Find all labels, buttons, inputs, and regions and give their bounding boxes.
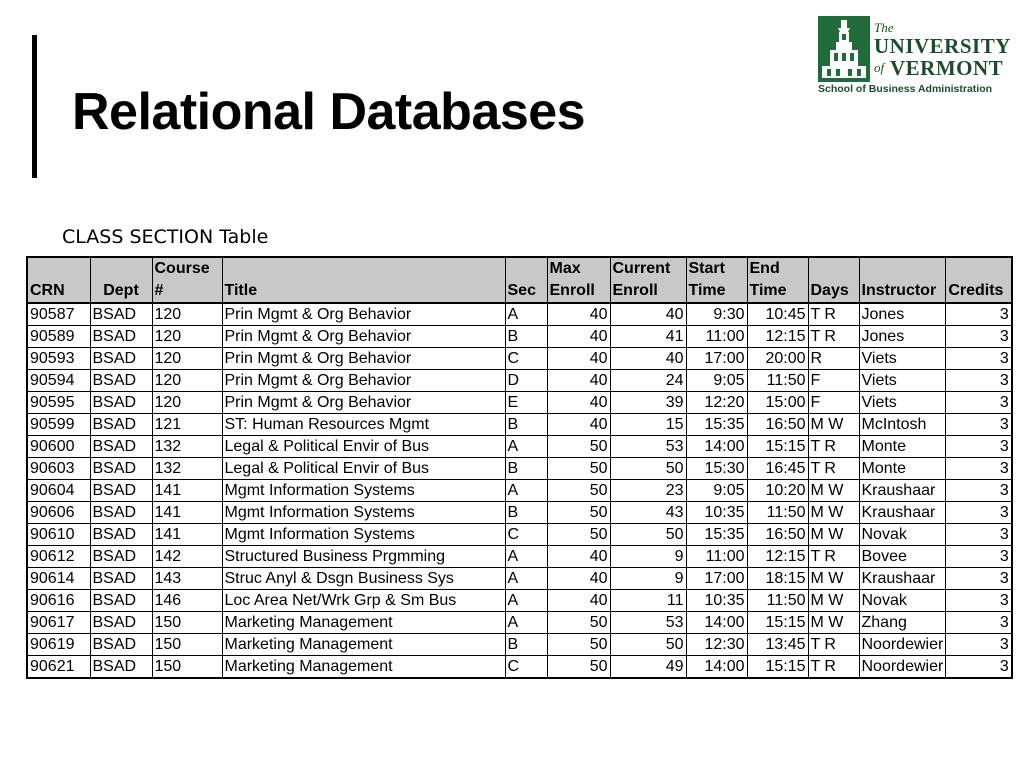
table-caption: CLASS SECTION Table xyxy=(62,226,269,248)
logo-text-the: The xyxy=(874,20,894,35)
cell-dept: BSAD xyxy=(90,436,152,458)
cell-current-enroll: 50 xyxy=(610,458,686,480)
cell-credits: 3 xyxy=(946,303,1012,326)
cell-credits: 3 xyxy=(946,326,1012,348)
table-row xyxy=(27,458,1012,480)
table-row xyxy=(27,502,1012,524)
cell-days: M W xyxy=(808,480,859,502)
cell-days: F xyxy=(808,392,859,414)
cell-course: 121 xyxy=(152,414,222,436)
cell-end-time: 18:15 xyxy=(747,568,808,590)
cell-sec: B xyxy=(505,414,547,436)
cell-current-enroll: 39 xyxy=(610,392,686,414)
cell-instructor: Viets xyxy=(859,348,946,370)
cell-end-time: 16:45 xyxy=(747,458,808,480)
cell-start-time: 15:30 xyxy=(686,458,747,480)
cell-days: M W xyxy=(808,524,859,546)
table-row xyxy=(27,480,1012,502)
cell-credits: 3 xyxy=(946,612,1012,634)
cell-course: 132 xyxy=(152,458,222,480)
cell-dept: BSAD xyxy=(90,502,152,524)
cell-end-time: 12:15 xyxy=(747,546,808,568)
cell-title: Structured Business Prgmming xyxy=(222,546,505,568)
cell-current-enroll: 53 xyxy=(610,612,686,634)
cell-max-enroll: 40 xyxy=(547,303,610,326)
class-section-table xyxy=(26,256,1013,679)
cell-crn: 90604 xyxy=(27,480,90,502)
cell-max-enroll: 50 xyxy=(547,524,610,546)
cell-dept: BSAD xyxy=(90,303,152,326)
cell-instructor: Jones xyxy=(859,326,946,348)
title-accent-bar xyxy=(32,35,37,178)
header-title: Title xyxy=(222,257,505,303)
cell-course: 150 xyxy=(152,634,222,656)
cell-title: Struc Anyl & Dsgn Business Sys xyxy=(222,568,505,590)
cell-credits: 3 xyxy=(946,524,1012,546)
building-tower-icon xyxy=(818,16,870,82)
cell-start-time: 10:35 xyxy=(686,502,747,524)
cell-instructor: Monte xyxy=(859,458,946,480)
cell-course: 141 xyxy=(152,480,222,502)
cell-course: 120 xyxy=(152,370,222,392)
cell-dept: BSAD xyxy=(90,656,152,679)
cell-start-time: 9:05 xyxy=(686,370,747,392)
cell-crn: 90612 xyxy=(27,546,90,568)
cell-crn: 90595 xyxy=(27,392,90,414)
cell-instructor: Novak xyxy=(859,524,946,546)
header-instructor: Instructor xyxy=(859,257,946,303)
cell-current-enroll: 40 xyxy=(610,303,686,326)
cell-title: Mgmt Information Systems xyxy=(222,524,505,546)
table-row xyxy=(27,568,1012,590)
cell-days: T R xyxy=(808,436,859,458)
cell-course: 120 xyxy=(152,326,222,348)
cell-end-time: 11:50 xyxy=(747,502,808,524)
table-row xyxy=(27,524,1012,546)
cell-end-time: 20:00 xyxy=(747,348,808,370)
cell-credits: 3 xyxy=(946,370,1012,392)
cell-days: M W xyxy=(808,568,859,590)
cell-current-enroll: 49 xyxy=(610,656,686,679)
cell-title: Marketing Management xyxy=(222,634,505,656)
cell-instructor: Zhang xyxy=(859,612,946,634)
cell-instructor: Noordewier xyxy=(859,634,946,656)
cell-instructor: Viets xyxy=(859,392,946,414)
cell-instructor: Bovee xyxy=(859,546,946,568)
cell-instructor: Jones xyxy=(859,303,946,326)
cell-end-time: 11:50 xyxy=(747,370,808,392)
cell-course: 132 xyxy=(152,436,222,458)
cell-course: 143 xyxy=(152,568,222,590)
cell-crn: 90614 xyxy=(27,568,90,590)
cell-crn: 90616 xyxy=(27,590,90,612)
table-row xyxy=(27,303,1012,326)
table-header-row xyxy=(27,257,1012,303)
cell-title: Legal & Political Envir of Bus xyxy=(222,436,505,458)
cell-dept: BSAD xyxy=(90,590,152,612)
cell-dept: BSAD xyxy=(90,326,152,348)
cell-crn: 90621 xyxy=(27,656,90,679)
cell-dept: BSAD xyxy=(90,568,152,590)
table-row xyxy=(27,656,1012,679)
cell-start-time: 10:35 xyxy=(686,590,747,612)
cell-current-enroll: 41 xyxy=(610,326,686,348)
cell-days: T R xyxy=(808,326,859,348)
cell-days: R xyxy=(808,348,859,370)
logo-text-vermont: VERMONT xyxy=(890,56,1004,80)
cell-current-enroll: 53 xyxy=(610,436,686,458)
cell-crn: 90600 xyxy=(27,436,90,458)
cell-credits: 3 xyxy=(946,392,1012,414)
header-max-enroll: Max Enroll xyxy=(547,257,610,303)
cell-dept: BSAD xyxy=(90,458,152,480)
table-row xyxy=(27,634,1012,656)
cell-start-time: 15:35 xyxy=(686,414,747,436)
cell-max-enroll: 50 xyxy=(547,634,610,656)
cell-max-enroll: 50 xyxy=(547,480,610,502)
cell-credits: 3 xyxy=(946,458,1012,480)
cell-crn: 90603 xyxy=(27,458,90,480)
cell-max-enroll: 40 xyxy=(547,568,610,590)
cell-end-time: 13:45 xyxy=(747,634,808,656)
header-course: Course # xyxy=(152,257,222,303)
cell-title: Prin Mgmt & Org Behavior xyxy=(222,348,505,370)
logo-text-of: of xyxy=(874,60,885,75)
table-row xyxy=(27,436,1012,458)
cell-title: ST: Human Resources Mgmt xyxy=(222,414,505,436)
cell-dept: BSAD xyxy=(90,392,152,414)
cell-credits: 3 xyxy=(946,634,1012,656)
cell-end-time: 11:50 xyxy=(747,590,808,612)
cell-course: 146 xyxy=(152,590,222,612)
cell-crn: 90619 xyxy=(27,634,90,656)
cell-dept: BSAD xyxy=(90,414,152,436)
cell-title: Marketing Management xyxy=(222,656,505,679)
table-row xyxy=(27,414,1012,436)
cell-end-time: 10:20 xyxy=(747,480,808,502)
cell-crn: 90610 xyxy=(27,524,90,546)
cell-max-enroll: 40 xyxy=(547,326,610,348)
cell-current-enroll: 15 xyxy=(610,414,686,436)
cell-instructor: Noordewier xyxy=(859,656,946,679)
cell-current-enroll: 50 xyxy=(610,524,686,546)
cell-sec: D xyxy=(505,370,547,392)
cell-title: Mgmt Information Systems xyxy=(222,480,505,502)
slide-title: Relational Databases xyxy=(72,83,586,141)
cell-max-enroll: 50 xyxy=(547,656,610,679)
cell-days: M W xyxy=(808,502,859,524)
header-end-time: End Time xyxy=(747,257,808,303)
cell-sec: A xyxy=(505,568,547,590)
cell-crn: 90599 xyxy=(27,414,90,436)
cell-start-time: 14:00 xyxy=(686,436,747,458)
cell-credits: 3 xyxy=(946,568,1012,590)
cell-days: M W xyxy=(808,590,859,612)
cell-sec: A xyxy=(505,546,547,568)
table-row xyxy=(27,370,1012,392)
cell-start-time: 9:30 xyxy=(686,303,747,326)
cell-crn: 90594 xyxy=(27,370,90,392)
cell-credits: 3 xyxy=(946,590,1012,612)
cell-days: F xyxy=(808,370,859,392)
cell-days: M W xyxy=(808,612,859,634)
cell-end-time: 15:15 xyxy=(747,612,808,634)
cell-crn: 90606 xyxy=(27,502,90,524)
cell-end-time: 10:45 xyxy=(747,303,808,326)
cell-course: 120 xyxy=(152,303,222,326)
cell-course: 141 xyxy=(152,524,222,546)
cell-course: 150 xyxy=(152,656,222,679)
cell-start-time: 14:00 xyxy=(686,656,747,679)
cell-dept: BSAD xyxy=(90,634,152,656)
cell-dept: BSAD xyxy=(90,524,152,546)
cell-sec: C xyxy=(505,348,547,370)
cell-instructor: Monte xyxy=(859,436,946,458)
logo-text-university: UNIVERSITY xyxy=(874,34,1011,58)
cell-sec: B xyxy=(505,326,547,348)
cell-title: Mgmt Information Systems xyxy=(222,502,505,524)
cell-start-time: 15:35 xyxy=(686,524,747,546)
cell-days: T R xyxy=(808,634,859,656)
cell-instructor: Kraushaar xyxy=(859,568,946,590)
cell-max-enroll: 40 xyxy=(547,546,610,568)
table-body xyxy=(27,303,1012,678)
cell-max-enroll: 40 xyxy=(547,414,610,436)
header-sec: Sec xyxy=(505,257,547,303)
cell-days: T R xyxy=(808,656,859,679)
cell-current-enroll: 50 xyxy=(610,634,686,656)
cell-current-enroll: 40 xyxy=(610,348,686,370)
cell-title: Prin Mgmt & Org Behavior xyxy=(222,326,505,348)
cell-current-enroll: 11 xyxy=(610,590,686,612)
cell-sec: B xyxy=(505,458,547,480)
cell-max-enroll: 50 xyxy=(547,612,610,634)
cell-title: Marketing Management xyxy=(222,612,505,634)
table-row xyxy=(27,326,1012,348)
cell-course: 150 xyxy=(152,612,222,634)
cell-sec: A xyxy=(505,480,547,502)
cell-max-enroll: 50 xyxy=(547,502,610,524)
cell-days: T R xyxy=(808,546,859,568)
cell-course: 141 xyxy=(152,502,222,524)
cell-max-enroll: 50 xyxy=(547,436,610,458)
cell-dept: BSAD xyxy=(90,348,152,370)
cell-credits: 3 xyxy=(946,414,1012,436)
header-days: Days xyxy=(808,257,859,303)
cell-title: Loc Area Net/Wrk Grp & Sm Bus xyxy=(222,590,505,612)
cell-dept: BSAD xyxy=(90,612,152,634)
cell-end-time: 15:00 xyxy=(747,392,808,414)
cell-sec: E xyxy=(505,392,547,414)
cell-end-time: 15:15 xyxy=(747,436,808,458)
cell-start-time: 11:00 xyxy=(686,326,747,348)
cell-sec: C xyxy=(505,524,547,546)
cell-end-time: 16:50 xyxy=(747,524,808,546)
cell-sec: A xyxy=(505,612,547,634)
cell-sec: A xyxy=(505,303,547,326)
cell-crn: 90617 xyxy=(27,612,90,634)
cell-sec: C xyxy=(505,656,547,679)
cell-instructor: Viets xyxy=(859,370,946,392)
cell-crn: 90589 xyxy=(27,326,90,348)
cell-course: 120 xyxy=(152,348,222,370)
cell-course: 142 xyxy=(152,546,222,568)
table-row xyxy=(27,546,1012,568)
cell-instructor: Kraushaar xyxy=(859,480,946,502)
header-start-time: Start Time xyxy=(686,257,747,303)
table-row xyxy=(27,392,1012,414)
cell-max-enroll: 40 xyxy=(547,392,610,414)
cell-end-time: 16:50 xyxy=(747,414,808,436)
cell-current-enroll: 23 xyxy=(610,480,686,502)
university-logo xyxy=(818,16,1011,98)
header-current-enroll: Current Enroll xyxy=(610,257,686,303)
cell-credits: 3 xyxy=(946,436,1012,458)
cell-current-enroll: 9 xyxy=(610,568,686,590)
cell-start-time: 12:20 xyxy=(686,392,747,414)
cell-current-enroll: 24 xyxy=(610,370,686,392)
cell-instructor: Novak xyxy=(859,590,946,612)
cell-dept: BSAD xyxy=(90,546,152,568)
cell-current-enroll: 9 xyxy=(610,546,686,568)
cell-dept: BSAD xyxy=(90,370,152,392)
table-row xyxy=(27,348,1012,370)
cell-title: Prin Mgmt & Org Behavior xyxy=(222,303,505,326)
cell-credits: 3 xyxy=(946,348,1012,370)
cell-max-enroll: 40 xyxy=(547,370,610,392)
cell-crn: 90587 xyxy=(27,303,90,326)
header-dept: Dept xyxy=(90,257,152,303)
cell-sec: B xyxy=(505,502,547,524)
header-crn: CRN xyxy=(27,257,90,303)
cell-start-time: 12:30 xyxy=(686,634,747,656)
cell-current-enroll: 43 xyxy=(610,502,686,524)
cell-days: T R xyxy=(808,458,859,480)
cell-max-enroll: 50 xyxy=(547,458,610,480)
logo-text-school: School of Business Administration xyxy=(818,83,993,95)
cell-start-time: 17:00 xyxy=(686,348,747,370)
cell-credits: 3 xyxy=(946,546,1012,568)
cell-credits: 3 xyxy=(946,502,1012,524)
cell-title: Prin Mgmt & Org Behavior xyxy=(222,392,505,414)
cell-max-enroll: 40 xyxy=(547,590,610,612)
table-row xyxy=(27,612,1012,634)
cell-end-time: 15:15 xyxy=(747,656,808,679)
cell-sec: A xyxy=(505,590,547,612)
cell-instructor: Kraushaar xyxy=(859,502,946,524)
cell-course: 120 xyxy=(152,392,222,414)
cell-start-time: 11:00 xyxy=(686,546,747,568)
cell-title: Prin Mgmt & Org Behavior xyxy=(222,370,505,392)
cell-end-time: 12:15 xyxy=(747,326,808,348)
cell-days: M W xyxy=(808,414,859,436)
cell-crn: 90593 xyxy=(27,348,90,370)
cell-dept: BSAD xyxy=(90,480,152,502)
cell-start-time: 9:05 xyxy=(686,480,747,502)
cell-sec: B xyxy=(505,634,547,656)
cell-title: Legal & Political Envir of Bus xyxy=(222,458,505,480)
header-credits: Credits xyxy=(946,257,1012,303)
cell-days: T R xyxy=(808,303,859,326)
cell-start-time: 14:00 xyxy=(686,612,747,634)
cell-start-time: 17:00 xyxy=(686,568,747,590)
cell-credits: 3 xyxy=(946,480,1012,502)
table-row xyxy=(27,590,1012,612)
cell-max-enroll: 40 xyxy=(547,348,610,370)
cell-sec: A xyxy=(505,436,547,458)
cell-credits: 3 xyxy=(946,656,1012,679)
cell-instructor: McIntosh xyxy=(859,414,946,436)
